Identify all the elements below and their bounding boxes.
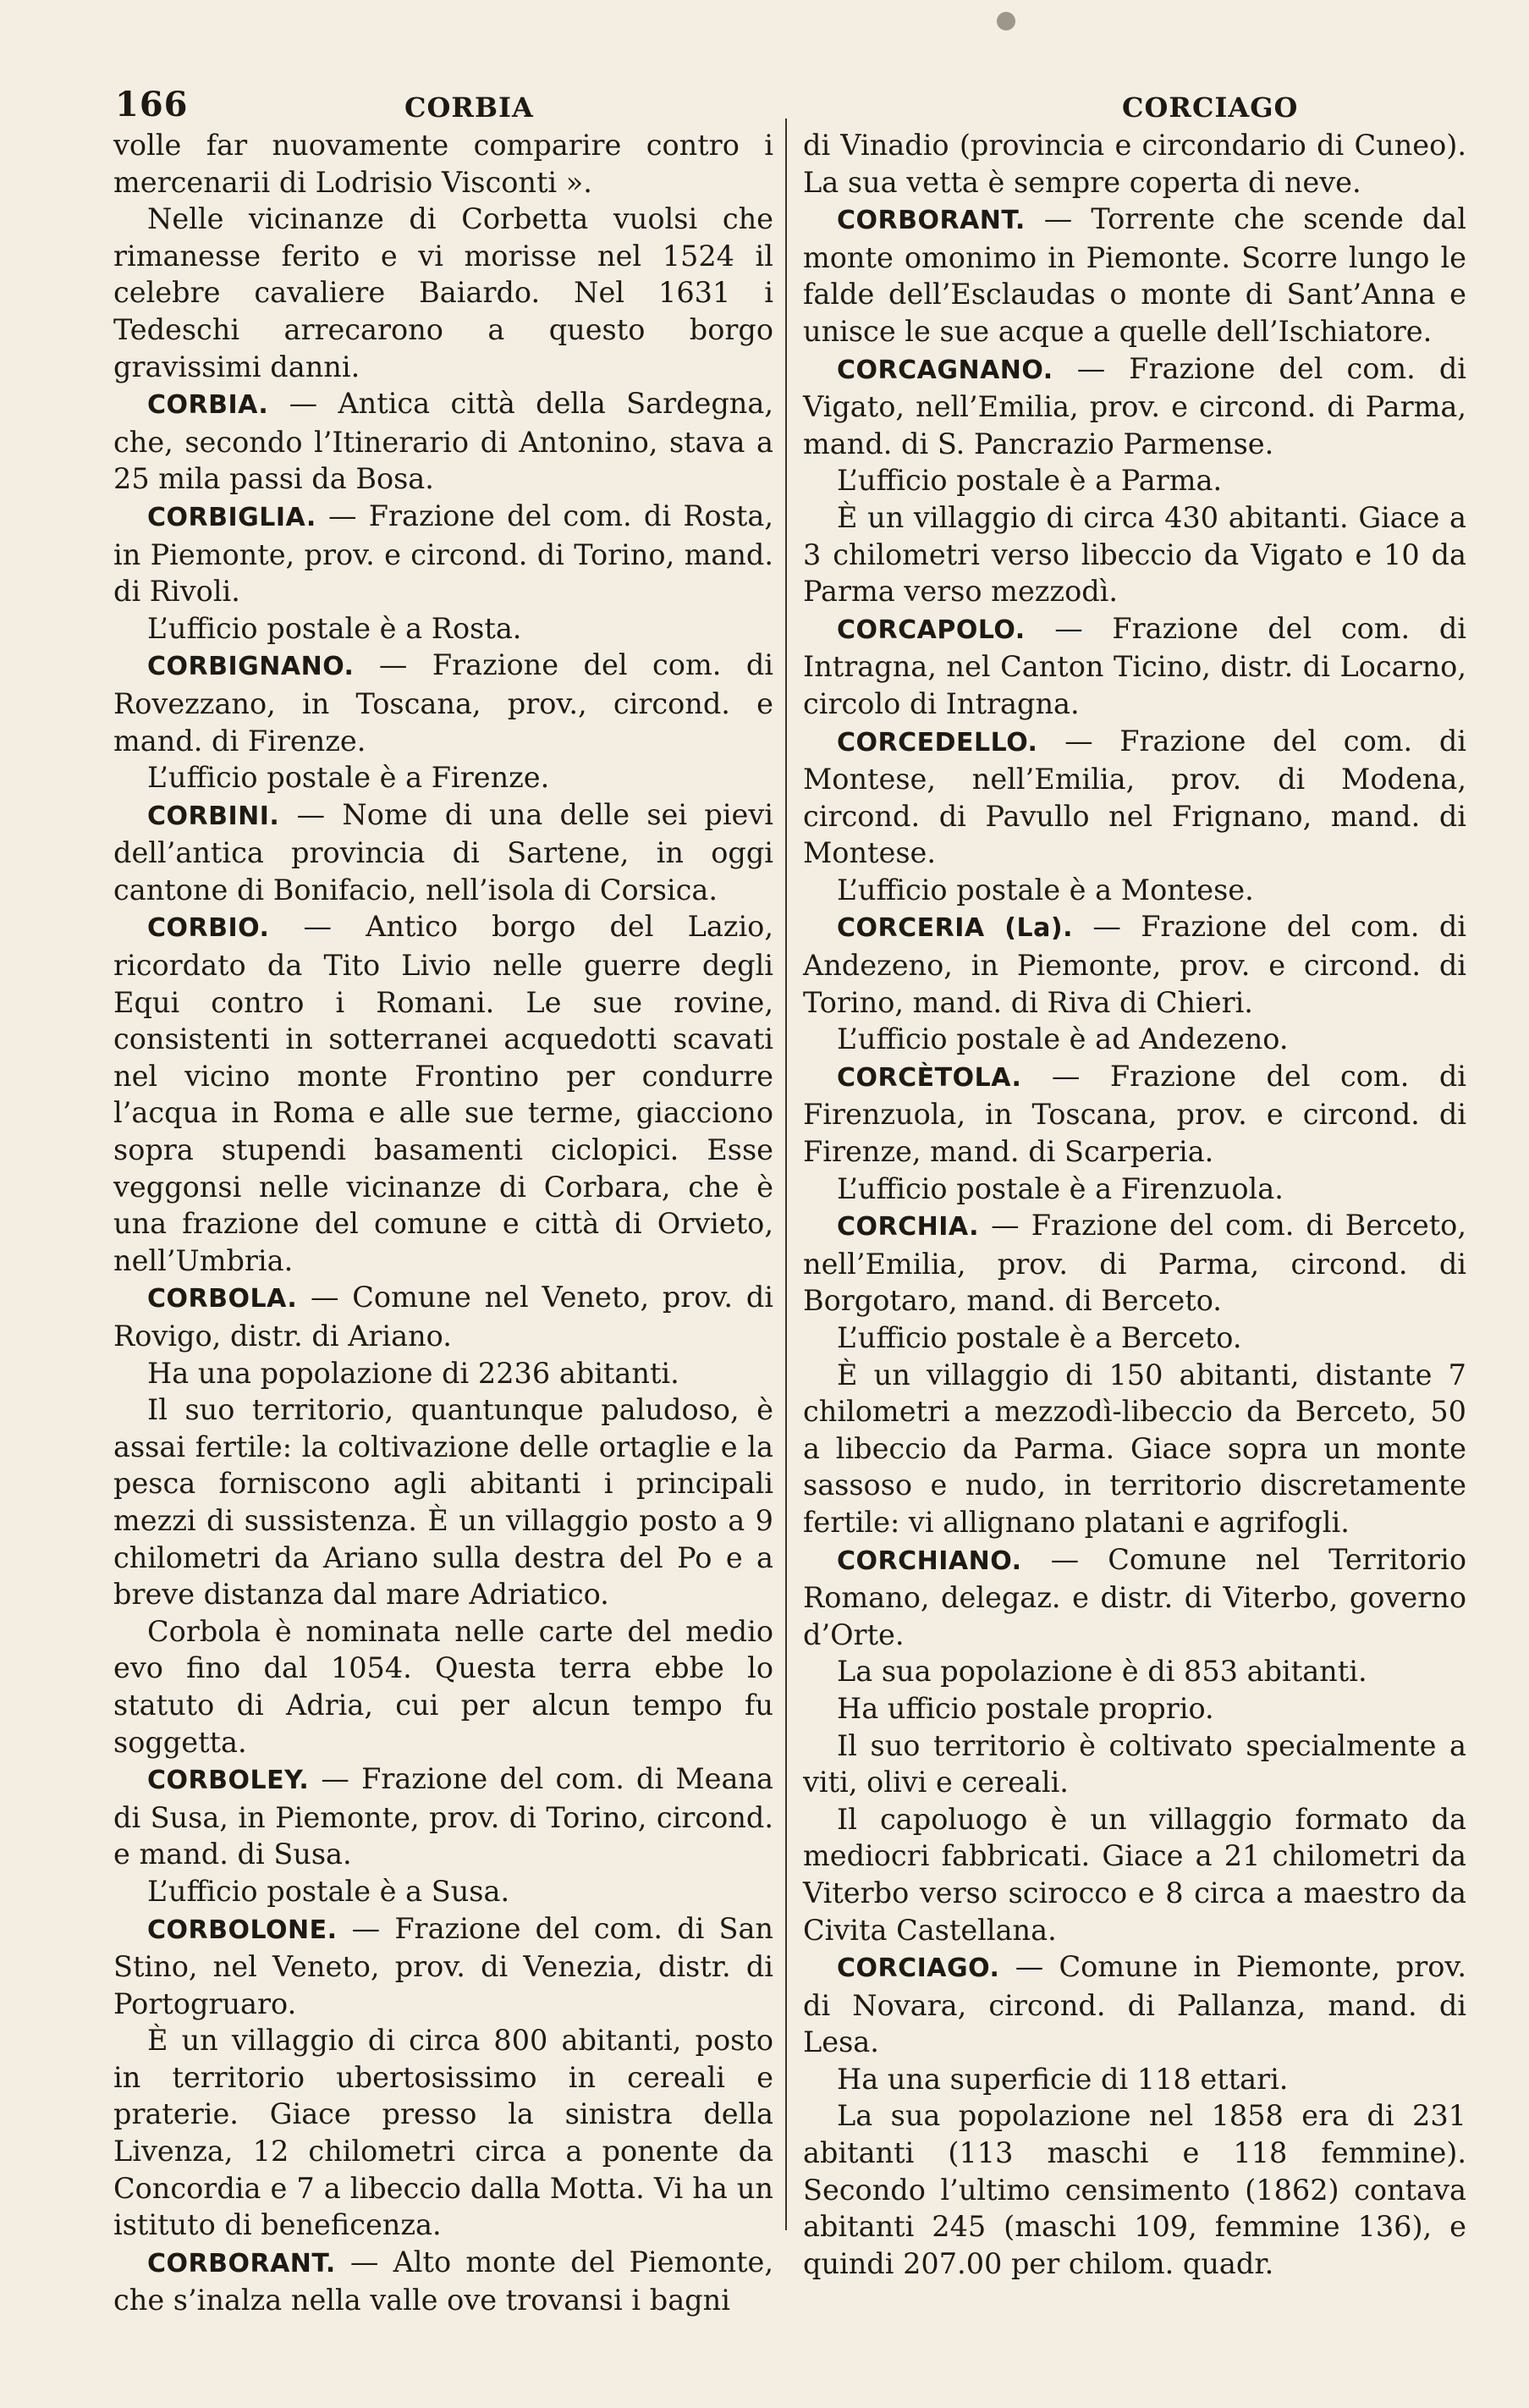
entry-text: — Frazione del com. di Rovezzano, in Toscana, prov., circond. e mand. di Firenze. [113, 648, 773, 758]
entry-paragraph [803, 127, 1466, 201]
entry-headword: CORCAPOLO. [837, 614, 1026, 645]
page-number: 166 [115, 85, 189, 124]
entry-headword: CORBORANT. [837, 206, 1026, 236]
entry-paragraph [113, 201, 773, 385]
right-column [803, 127, 1466, 2282]
entry-text: L’ufficio postale è a Rosta. [147, 611, 522, 645]
entry-headword: CORCAGNANO. [837, 355, 1053, 385]
entry-text: Il capoluogo è un villaggio formato da mediocri fabbricati. Giace a 21 chilometri da Viterbo verso scirocco e 8 circa a maestro da Civita Castellana. [803, 1802, 1466, 1947]
entry-text: Corbola è nominata nelle carte del medio evo fino dal 1054. Questa terra ebbe lo statuto di Adria, cui per alcun tempo fu soggetta. [113, 1614, 773, 1759]
entry-text: È un villaggio di 150 abitanti, distante 7 chilometri a mezzodì-libeccio da Berceto, 50 a libeccio da Parma. Giace sopra un monte sassoso e nudo, in territorio discretamente fertile: vi allignano platani e agrifogli. [803, 1358, 1466, 1539]
entry-paragraph [803, 1653, 1466, 1690]
dictionary-entry [803, 1948, 1466, 2061]
entry-text: Ha ufficio postale proprio. [837, 1691, 1214, 1725]
entry-paragraph [803, 462, 1466, 499]
column-divider [785, 118, 787, 2230]
entry-headword: CORCHIA. [837, 1212, 980, 1243]
entry-text: L’ufficio postale è a Firenze. [147, 761, 550, 795]
dictionary-entry [113, 908, 773, 1279]
entry-text: — Frazione del com. di Firenzuola, in Toscana, prov. e circond. di Firenze, mand. di Scarperia. [803, 1059, 1466, 1169]
entry-paragraph [803, 1801, 1466, 1948]
dictionary-entry [113, 385, 773, 498]
entry-paragraph [803, 499, 1466, 610]
entry-paragraph [803, 1171, 1466, 1208]
entry-text: — Antico borgo del Lazio, ricordato da Tito Livio nelle guerre degli Equi contro i Romani. Le sue rovine, consistenti in sotterranei acquedotti scavati nel vicino monte Frontino per condurre l’acqua in Roma e alle sue terme, giacciono sopra stupendi basamenti ciclopici. Esse veggonsi nelle vicinanze di Corbara, che è una frazione del comune e città di Orvieto, nell’Umbria. [113, 910, 773, 1277]
entry-text: L’ufficio postale è a Parma. [837, 464, 1223, 498]
entry-text: Il suo territorio, quantunque paludoso, è assai fertile: la coltivazione delle ortaglie e la pesca forniscono agli abitanti i principali mezzi di sussistenza. È un villaggio posto a 9 chilometri da Ariano sulla destra del Po e a breve distanza dal mare Adriatico. [113, 1393, 773, 1612]
entry-paragraph [113, 2022, 773, 2244]
entry-paragraph [803, 1021, 1466, 1058]
entry-paragraph [803, 1727, 1466, 1801]
entry-paragraph [113, 759, 773, 796]
entry-text: L’ufficio postale è a Montese. [837, 873, 1254, 906]
entry-paragraph [113, 127, 773, 201]
entry-headword: CORBINI. [147, 801, 280, 831]
entry-headword: CORCEDELLO. [837, 727, 1038, 758]
entry-headword: CORBIO. [147, 913, 270, 944]
entry-text: — Frazione del com. di Berceto, nell’Emilia, prov. di Parma, circond. di Borgotaro, mand. di Berceto. [803, 1209, 1466, 1318]
dictionary-entry [803, 1058, 1466, 1171]
entry-paragraph [803, 2061, 1466, 2098]
entry-text: — Frazione del com. di Montese, nell’Emilia, prov. di Modena, circond. di Pavullo nel Frignano, mand. di Montese. [803, 724, 1466, 870]
entry-headword: CORCERIA (La). [837, 913, 1073, 944]
dictionary-entry [803, 908, 1466, 1021]
entry-paragraph [113, 1613, 773, 1761]
dictionary-entry [113, 2244, 773, 2319]
dictionary-entry [113, 1910, 773, 2023]
running-head-right: CORCIAGO [1122, 91, 1299, 124]
entry-text: di Vinadio (provincia e circondario di Cuneo). La sua vetta è sempre coperta di neve. [803, 129, 1466, 199]
entry-text: L’ufficio postale è ad Andezeno. [837, 1022, 1289, 1056]
entry-headword: CORBIGNANO. [147, 652, 355, 682]
entry-text: Ha una superficie di 118 ettari. [837, 2062, 1289, 2096]
entry-text: È un villaggio di circa 430 abitanti. Giace a 3 chilometri verso libeccio da Vigato e 10 da Parma verso mezzodì. [803, 500, 1466, 609]
entry-headword: CORBIA. [147, 390, 269, 421]
entry-text: — Antica città della Sardegna, che, secondo l’Itinerario di Antonino, stava a 25 mila passi da Bosa. [113, 387, 773, 496]
entry-paragraph [113, 1873, 773, 1910]
dictionary-entry [803, 610, 1466, 723]
dictionary-entry [803, 1207, 1466, 1320]
dictionary-entry [803, 350, 1466, 463]
entry-text: Il suo territorio è coltivato specialmente a viti, olivi e cereali. [803, 1728, 1466, 1799]
entry-text: — Comune nel Veneto, prov. di Rovigo, distr. di Ariano. [113, 1281, 773, 1353]
entry-text: — Alto monte del Piemonte, che s’inalza nella valle ove trovansi i bagni [113, 2245, 773, 2317]
entry-paragraph [113, 1355, 773, 1392]
dictionary-entry [803, 201, 1466, 350]
entry-text: La sua popolazione nel 1858 era di 231 abitanti (113 maschi e 118 femmine). Secondo l’ultimo censimento (1862) contava abitanti 245 (maschi 109, femmine 136), e quindi 207.00 per chilom. quadr. [803, 2099, 1466, 2280]
entry-headword: CORBOLEY. [147, 1766, 310, 1796]
entry-text: volle far nuovamente comparire contro i mercenarii di Lodrisio Visconti ». [113, 129, 773, 199]
entry-text: Ha una popolazione di 2236 abitanti. [147, 1356, 679, 1390]
dictionary-entry [113, 1279, 773, 1354]
entry-headword: CORCIAGO. [837, 1953, 1000, 1984]
entry-headword: CORBOLA. [147, 1284, 298, 1314]
entry-text: Nelle vicinanze di Corbetta vuolsi che rimanesse ferito e vi morisse nel 1524 il celebre cavaliere Baiardo. Nel 1631 i Tedeschi arrecarono a questo borgo gravissimi danni. [113, 202, 773, 383]
entry-text: — Frazione del com. di Rosta, in Piemonte, prov. e circond. di Torino, mand. di Rivoli. [113, 499, 773, 609]
entry-text: La sua popolazione è di 853 abitanti. [837, 1655, 1367, 1689]
entry-paragraph [113, 610, 773, 647]
page-mark-dot [997, 12, 1015, 30]
entry-text: — Comune in Piemonte, prov. di Novara, circond. di Pallanza, mand. di Lesa. [803, 1950, 1466, 2059]
entry-text: — Frazione del com. di Vigato, nell’Emilia, prov. e circond. di Parma, mand. di S. Pancrazio Parmense. [803, 351, 1466, 460]
running-head-left: CORBIA [404, 91, 534, 124]
entry-headword: CORBOLONE. [147, 1915, 338, 1945]
dictionary-entry [113, 647, 773, 759]
entry-paragraph [803, 1690, 1466, 1727]
entry-headword: CORCÈTOLA. [837, 1062, 1022, 1093]
entry-text: — Frazione del com. di Intragna, nel Canton Ticino, distr. di Locarno, circolo di Intragna. [803, 611, 1466, 720]
entry-text: — Nome di una delle sei pievi dell’antica provincia di Sartene, in oggi cantone di Bonifacio, nell’isola di Corsica. [113, 797, 773, 906]
entry-text: L’ufficio postale è a Susa. [147, 1874, 510, 1908]
entry-headword: CORBIGLIA. [147, 502, 316, 532]
entry-text: — Frazione del com. di Andezeno, in Piemonte, prov. e circond. di Torino, mand. di Riva di Chieri. [803, 910, 1466, 1019]
entry-headword: CORCHIANO. [837, 1546, 1022, 1576]
entry-paragraph [113, 1391, 773, 1613]
entry-paragraph [803, 2097, 1466, 2282]
entry-paragraph [803, 1357, 1466, 1541]
left-column [113, 127, 773, 2319]
entry-text: L’ufficio postale è a Firenzuola. [837, 1171, 1284, 1205]
dictionary-entry [803, 723, 1466, 872]
entry-text: — Comune nel Territorio Romano, delegaz. e distr. di Viterbo, governo d’Orte. [803, 1542, 1466, 1651]
dictionary-entry [113, 796, 773, 909]
entry-paragraph [803, 1320, 1466, 1357]
entry-text: — Frazione del com. di Meana di Susa, in Piemonte, prov. di Torino, circond. e mand. di Susa. [113, 1762, 773, 1871]
entry-text: — Frazione del com. di San Stino, nel Veneto, prov. di Venezia, distr. di Portogruaro. [113, 1911, 773, 2020]
entry-headword: CORBORANT. [147, 2248, 336, 2279]
dictionary-entry [113, 1761, 773, 1873]
dictionary-entry [113, 498, 773, 610]
entry-text: — Torrente che scende dal monte omonimo in Piemonte. Scorre lungo le falde dell’Esclaudas o monte di Sant’Anna e unisce le sue acque a quelle dell’Ischiatore. [803, 202, 1466, 348]
entry-paragraph [803, 872, 1466, 909]
entry-text: È un villaggio di circa 800 abitanti, posto in territorio ubertosissimo in cereali e praterie. Giace presso la sinistra della Livenza, 12 chilometri circa a ponente da Concordia e 7 a libeccio dalla Motta. Vi ha un istituto di beneficenza. [113, 2024, 773, 2242]
dictionary-entry [803, 1541, 1466, 1654]
entry-text: L’ufficio postale è a Berceto. [837, 1321, 1242, 1354]
